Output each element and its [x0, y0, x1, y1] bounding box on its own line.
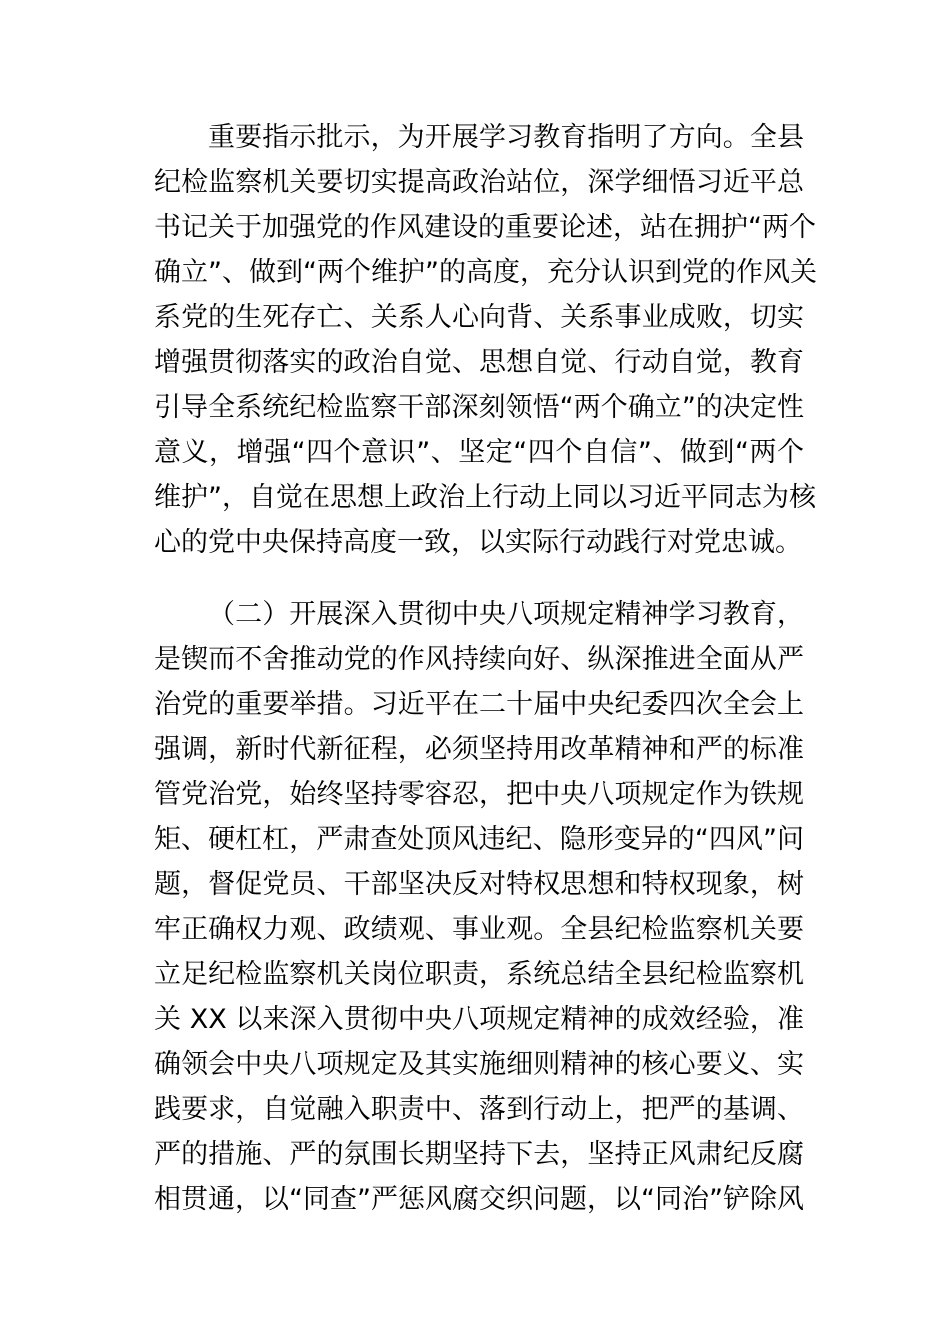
- paragraph-2-line-5: 管党治党，始终坚持零容忍，把中央八项规定作为铁规: [154, 779, 804, 810]
- paragraph-1-line-8: 意义，增强“四个意识”、坚定“四个自信”、做到“两个: [154, 437, 804, 468]
- paragraph-1-line-3: 书记关于加强党的作风建设的重要论述，站在拥护“两个: [154, 212, 816, 243]
- paragraph-2-line-3: 治党的重要举措。习近平在二十届中央纪委四次全会上: [154, 689, 804, 720]
- paragraph-1-line-10: 心的党中央保持高度一致，以实际行动践行对党忠诚。: [154, 527, 802, 558]
- paragraph-1-line-7: 引导全系统纪检监察干部深刻领悟“两个确立”的决定性: [154, 392, 804, 423]
- paragraph-1-line-9: 维护”，自觉在思想上政治上行动上同以习近平同志为核: [154, 482, 816, 513]
- paragraph-2-line-7: 题，督促党员、干部坚决反对特权思想和特权现象，树: [154, 869, 804, 900]
- paragraph-2-line-10: 关 XX 以来深入贯彻中央八项规定精神的成效经验，准: [154, 1004, 804, 1035]
- paragraph-2-line-1: （二）开展深入贯彻中央八项规定精神学习教育，: [208, 599, 804, 630]
- paragraph-2-line-9: 立足纪检监察机关岗位职责，系统总结全县纪检监察机: [154, 959, 804, 990]
- paragraph-1-line-4: 确立”、做到“两个维护”的高度，充分认识到党的作风关: [154, 257, 817, 288]
- paragraph-1-line-5: 系党的生死存亡、关系人心向背、关系事业成败，切实: [154, 302, 804, 333]
- paragraph-1-line-6: 增强贯彻落实的政治自觉、思想自觉、行动自觉，教育: [154, 347, 804, 378]
- paragraph-2-line-8: 牢正确权力观、政绩观、事业观。全县纪检监察机关要: [154, 914, 804, 945]
- paragraph-2-line-11: 确领会中央八项规定及其实施细则精神的核心要义、实: [154, 1049, 804, 1080]
- paragraph-1-line-2: 纪检监察机关要切实提高政治站位，深学细悟习近平总: [154, 167, 804, 198]
- paragraph-2-line-12: 践要求，自觉融入职责中、落到行动上，把严的基调、: [154, 1094, 804, 1125]
- paragraph-2-line-14: 相贯通，以“同查”严惩风腐交织问题，以“同治”铲除风: [154, 1184, 804, 1215]
- paragraph-2-line-2: 是锲而不舍推动党的作风持续向好、纵深推进全面从严: [154, 644, 804, 675]
- paragraph-2-line-4: 强调，新时代新征程，必须坚持用改革精神和严的标准: [154, 734, 804, 765]
- paragraph-1-line-1: 重要指示批示，为开展学习教育指明了方向。全县: [208, 122, 804, 153]
- paragraph-2-line-6: 矩、硬杠杠，严肃查处顶风违纪、隐形变异的“四风”问: [154, 824, 804, 855]
- paragraph-2-line-13: 严的措施、严的氛围长期坚持下去，坚持正风肃纪反腐: [154, 1139, 804, 1170]
